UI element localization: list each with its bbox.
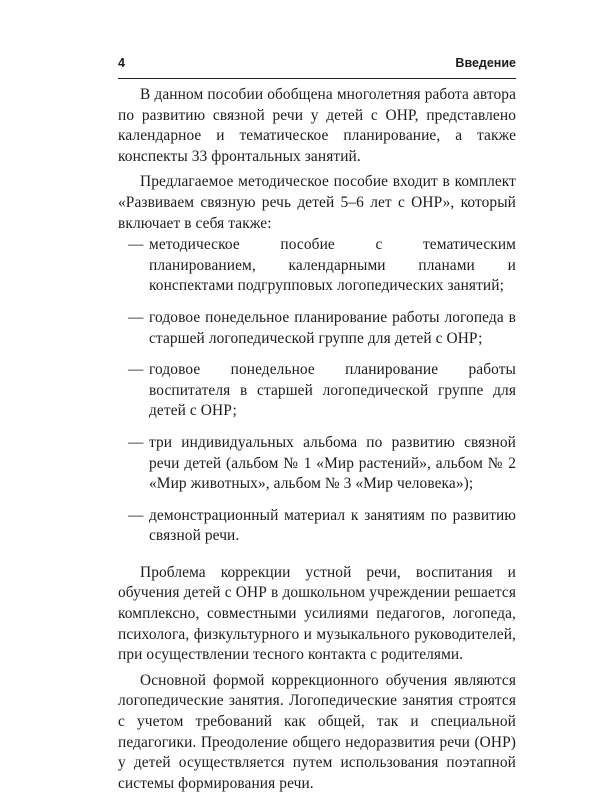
dash-marker: — [128,361,144,379]
list-item [118,360,516,422]
page-number: 4 [118,56,125,70]
section-title: Введение [455,56,516,70]
list-item [118,506,516,547]
dash-marker: — [128,308,144,326]
list-item-text: методическое пособие с тематическим планированием, календарными планами и конспектами подгрупповых логопедических занятий; [149,236,516,295]
component-list [118,235,516,547]
paragraph-2: Предлагаемое методическое пособие входит в комплект «Развиваем связную речь детей 5–6 лет с ОНР», который включает в себя также: [118,173,516,232]
running-header [118,56,516,79]
dash-marker: — [128,236,144,254]
list-item-text: три индивидуальных альбома по развитию связной речи детей (альбом № 1 «Мир растений», альбом № 2 «Мир животных», альбом № 3 «Мир человека»); [149,433,516,493]
page-body [118,85,516,794]
list-item [118,308,516,349]
dash-marker: — [128,506,144,524]
paragraph-3: Проблема коррекции устной речи, воспитания и обучения детей с ОНР в дошкольном учреждении решается комплексно, совместными усилиями педагогов, логопеда, психолога, физкультурного и музыкального руководителей, при осуществлении тесного контакта с родителями. [118,563,516,664]
list-item-text: демонстрационный материал к занятиям по развитию связной речи. [149,506,516,545]
list-item [118,235,516,297]
paragraph-1: В данном пособии обобщена многолетняя работа автора по развитию связной речи у детей с ОНР, представлено календарное и тематическое планирование, а также конспекты 33 фронтальных занятий. [118,86,516,165]
paragraph-4: Основной формой коррекционного обучения являются логопедические занятия. Логопедические занятия строятся с учетом требований как общей, так и специальной педагогики. Преодоление общего недоразвития речи (ОНР) у детей осуществляется путем использования поэтапной системы формирования речи. [118,671,516,792]
list-item-text: годовое понедельное планирование работы логопеда в старшей логопедической группе для детей с ОНР; [149,308,516,347]
list-item-text: годовое понедельное планирование работы воспитателя в старшей логопедической группе для детей с ОНР; [149,361,516,420]
dash-marker: — [128,433,144,451]
list-item [118,433,516,495]
